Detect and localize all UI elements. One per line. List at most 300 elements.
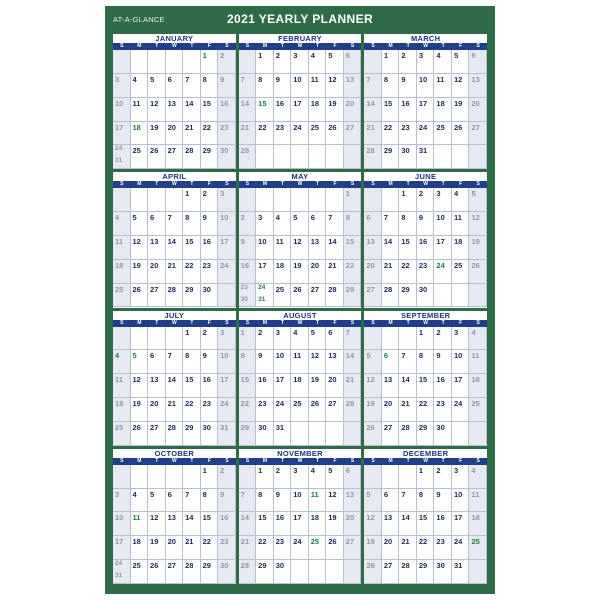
day-cell[interactable] [309,284,327,308]
day-cell[interactable] [201,350,219,374]
day-cell[interactable] [417,122,435,146]
day-cell[interactable] [166,74,184,98]
day-cell[interactable] [218,284,236,308]
day-cell[interactable] [469,145,487,169]
day-cell[interactable] [399,374,417,398]
day-cell[interactable] [218,560,236,584]
day-cell[interactable] [434,536,452,560]
day-cell[interactable] [417,284,435,308]
day-cell[interactable] [399,122,417,146]
day-cell[interactable] [256,422,274,446]
day-cell[interactable] [452,512,470,536]
day-cell[interactable] [417,74,435,98]
day-cell[interactable] [183,374,201,398]
day-cell[interactable] [131,422,149,446]
day-cell[interactable] [326,465,344,489]
day-cell[interactable] [326,350,344,374]
day-cell[interactable] [344,398,362,422]
day-cell[interactable] [364,236,382,260]
day-cell[interactable] [417,260,435,284]
day-cell[interactable] [201,398,219,422]
day-cell[interactable] [183,98,201,122]
day-cell[interactable] [399,74,417,98]
day-cell[interactable] [131,327,149,351]
day-cell[interactable] [239,536,257,560]
day-cell[interactable] [274,145,292,169]
day-cell[interactable] [326,536,344,560]
day-cell[interactable] [469,188,487,212]
day-cell[interactable] [382,74,400,98]
day-cell[interactable] [309,50,327,74]
day-cell[interactable] [399,327,417,351]
day-cell[interactable] [326,74,344,98]
day-cell[interactable] [131,284,149,308]
day-cell[interactable] [148,50,166,74]
day-cell[interactable] [113,145,131,169]
day-cell[interactable] [166,374,184,398]
day-cell[interactable] [274,374,292,398]
day-cell[interactable] [148,350,166,374]
day-cell[interactable] [183,212,201,236]
day-cell[interactable] [344,374,362,398]
day-cell[interactable] [382,489,400,513]
day-cell[interactable] [183,398,201,422]
day-cell[interactable] [131,398,149,422]
day-cell[interactable] [183,122,201,146]
day-cell[interactable] [183,145,201,169]
day-cell[interactable] [469,560,487,584]
day-cell[interactable] [148,122,166,146]
day-cell[interactable] [218,350,236,374]
day-cell[interactable] [434,122,452,146]
day-cell[interactable] [131,98,149,122]
day-cell[interactable] [417,236,435,260]
day-cell[interactable] [239,212,257,236]
day-cell[interactable] [382,284,400,308]
day-cell[interactable] [326,512,344,536]
day-cell[interactable] [218,512,236,536]
day-cell[interactable] [239,98,257,122]
day-cell[interactable] [239,50,257,74]
day-cell[interactable] [469,260,487,284]
day-cell[interactable] [326,212,344,236]
day-cell[interactable] [148,560,166,584]
day-cell[interactable] [113,74,131,98]
day-cell[interactable] [166,122,184,146]
day-cell[interactable] [399,98,417,122]
day-cell[interactable] [274,536,292,560]
day-cell[interactable] [326,260,344,284]
day-cell[interactable] [452,284,470,308]
day-cell[interactable] [399,145,417,169]
day-cell[interactable] [256,74,274,98]
day-cell[interactable] [364,489,382,513]
day-cell[interactable] [452,98,470,122]
day-cell[interactable] [274,236,292,260]
day-cell[interactable] [166,327,184,351]
day-cell[interactable] [326,489,344,513]
day-cell[interactable] [469,122,487,146]
day-cell[interactable] [382,422,400,446]
day-cell[interactable] [113,398,131,422]
day-cell[interactable] [309,560,327,584]
day-cell[interactable] [309,236,327,260]
day-cell[interactable] [452,489,470,513]
day-cell[interactable] [148,74,166,98]
day-cell[interactable] [291,398,309,422]
day-cell[interactable] [183,560,201,584]
day-cell[interactable] [344,465,362,489]
day-cell[interactable] [382,398,400,422]
day-cell[interactable] [183,260,201,284]
day-cell[interactable] [239,465,257,489]
day-cell[interactable] [382,350,400,374]
day-cell[interactable] [344,560,362,584]
day-cell[interactable] [274,350,292,374]
day-cell[interactable] [201,98,219,122]
day-cell[interactable] [452,50,470,74]
day-cell[interactable] [452,560,470,584]
day-cell[interactable] [166,398,184,422]
day-cell[interactable] [131,122,149,146]
day-cell[interactable] [113,374,131,398]
day-cell[interactable] [256,489,274,513]
day-cell[interactable] [131,560,149,584]
day-cell[interactable] [166,350,184,374]
day-cell[interactable] [113,98,131,122]
day-cell[interactable] [364,512,382,536]
day-cell[interactable] [434,560,452,584]
day-cell[interactable] [166,188,184,212]
day-cell[interactable] [201,327,219,351]
day-cell[interactable] [113,560,131,584]
day-cell[interactable] [148,145,166,169]
day-cell[interactable] [291,560,309,584]
day-cell[interactable] [382,560,400,584]
day-cell[interactable] [113,536,131,560]
day-cell[interactable] [291,465,309,489]
day-cell[interactable] [469,74,487,98]
day-cell[interactable] [399,212,417,236]
day-cell[interactable] [183,422,201,446]
day-cell[interactable] [399,465,417,489]
day-cell[interactable] [183,236,201,260]
day-cell[interactable] [417,145,435,169]
day-cell[interactable] [399,536,417,560]
day-cell[interactable] [382,122,400,146]
day-cell[interactable] [469,489,487,513]
day-cell[interactable] [291,374,309,398]
day-cell[interactable] [309,188,327,212]
day-cell[interactable] [417,350,435,374]
day-cell[interactable] [239,398,257,422]
day-cell[interactable] [344,212,362,236]
day-cell[interactable] [291,327,309,351]
day-cell[interactable] [309,212,327,236]
day-cell[interactable] [131,212,149,236]
day-cell[interactable] [452,374,470,398]
day-cell[interactable] [218,536,236,560]
day-cell[interactable] [131,50,149,74]
day-cell[interactable] [113,465,131,489]
day-cell[interactable] [309,512,327,536]
day-cell[interactable] [364,398,382,422]
day-cell[interactable] [344,188,362,212]
day-cell[interactable] [239,489,257,513]
day-cell[interactable] [291,284,309,308]
day-cell[interactable] [326,422,344,446]
day-cell[interactable] [256,236,274,260]
day-cell[interactable] [166,422,184,446]
day-cell[interactable] [344,489,362,513]
day-cell[interactable] [201,489,219,513]
day-cell[interactable] [309,74,327,98]
day-cell[interactable] [218,145,236,169]
day-cell[interactable] [382,512,400,536]
day-cell[interactable] [148,98,166,122]
day-cell[interactable] [148,212,166,236]
day-cell[interactable] [183,489,201,513]
day-cell[interactable] [218,236,236,260]
day-cell[interactable] [399,188,417,212]
day-cell[interactable] [274,560,292,584]
day-cell[interactable] [291,74,309,98]
day-cell[interactable] [218,465,236,489]
day-cell[interactable] [166,50,184,74]
day-cell[interactable] [166,145,184,169]
day-cell[interactable] [148,398,166,422]
day-cell[interactable] [256,284,274,308]
day-cell[interactable] [291,236,309,260]
day-cell[interactable] [434,236,452,260]
day-cell[interactable] [434,145,452,169]
day-cell[interactable] [344,145,362,169]
day-cell[interactable] [239,422,257,446]
day-cell[interactable] [399,50,417,74]
day-cell[interactable] [113,212,131,236]
day-cell[interactable] [326,122,344,146]
day-cell[interactable] [399,422,417,446]
day-cell[interactable] [364,50,382,74]
day-cell[interactable] [326,188,344,212]
day-cell[interactable] [364,560,382,584]
day-cell[interactable] [274,98,292,122]
day-cell[interactable] [309,398,327,422]
day-cell[interactable] [452,74,470,98]
day-cell[interactable] [291,512,309,536]
day-cell[interactable] [344,74,362,98]
day-cell[interactable] [309,98,327,122]
day-cell[interactable] [166,536,184,560]
day-cell[interactable] [344,536,362,560]
day-cell[interactable] [201,50,219,74]
day-cell[interactable] [218,122,236,146]
day-cell[interactable] [417,536,435,560]
day-cell[interactable] [113,327,131,351]
day-cell[interactable] [256,327,274,351]
day-cell[interactable] [131,145,149,169]
day-cell[interactable] [166,465,184,489]
day-cell[interactable] [256,374,274,398]
day-cell[interactable] [399,350,417,374]
day-cell[interactable] [326,236,344,260]
day-cell[interactable] [131,74,149,98]
day-cell[interactable] [274,422,292,446]
day-cell[interactable] [309,536,327,560]
day-cell[interactable] [201,536,219,560]
day-cell[interactable] [201,236,219,260]
day-cell[interactable] [326,284,344,308]
day-cell[interactable] [131,512,149,536]
day-cell[interactable] [239,512,257,536]
day-cell[interactable] [382,50,400,74]
day-cell[interactable] [417,374,435,398]
day-cell[interactable] [256,260,274,284]
day-cell[interactable] [309,145,327,169]
day-cell[interactable] [309,422,327,446]
day-cell[interactable] [166,260,184,284]
day-cell[interactable] [218,188,236,212]
day-cell[interactable] [148,284,166,308]
day-cell[interactable] [364,374,382,398]
day-cell[interactable] [399,284,417,308]
day-cell[interactable] [382,465,400,489]
day-cell[interactable] [382,188,400,212]
day-cell[interactable] [469,536,487,560]
day-cell[interactable] [148,188,166,212]
day-cell[interactable] [309,327,327,351]
day-cell[interactable] [469,212,487,236]
day-cell[interactable] [452,145,470,169]
day-cell[interactable] [434,327,452,351]
day-cell[interactable] [148,374,166,398]
day-cell[interactable] [326,98,344,122]
day-cell[interactable] [239,236,257,260]
day-cell[interactable] [256,398,274,422]
day-cell[interactable] [183,536,201,560]
day-cell[interactable] [399,560,417,584]
day-cell[interactable] [201,212,219,236]
day-cell[interactable] [417,212,435,236]
day-cell[interactable] [364,260,382,284]
day-cell[interactable] [434,422,452,446]
day-cell[interactable] [434,489,452,513]
day-cell[interactable] [183,50,201,74]
day-cell[interactable] [326,374,344,398]
day-cell[interactable] [274,74,292,98]
day-cell[interactable] [274,260,292,284]
day-cell[interactable] [218,74,236,98]
day-cell[interactable] [344,327,362,351]
day-cell[interactable] [469,98,487,122]
day-cell[interactable] [417,489,435,513]
day-cell[interactable] [148,236,166,260]
day-cell[interactable] [256,212,274,236]
day-cell[interactable] [201,122,219,146]
day-cell[interactable] [309,260,327,284]
day-cell[interactable] [399,398,417,422]
day-cell[interactable] [148,260,166,284]
day-cell[interactable] [166,212,184,236]
day-cell[interactable] [148,512,166,536]
day-cell[interactable] [183,284,201,308]
day-cell[interactable] [131,260,149,284]
day-cell[interactable] [113,122,131,146]
day-cell[interactable] [131,188,149,212]
day-cell[interactable] [256,98,274,122]
day-cell[interactable] [452,350,470,374]
day-cell[interactable] [452,260,470,284]
day-cell[interactable] [452,398,470,422]
day-cell[interactable] [364,74,382,98]
day-cell[interactable] [166,236,184,260]
day-cell[interactable] [469,398,487,422]
day-cell[interactable] [148,465,166,489]
day-cell[interactable] [166,560,184,584]
day-cell[interactable] [218,489,236,513]
day-cell[interactable] [399,236,417,260]
day-cell[interactable] [201,512,219,536]
day-cell[interactable] [417,398,435,422]
day-cell[interactable] [166,512,184,536]
day-cell[interactable] [309,489,327,513]
day-cell[interactable] [417,465,435,489]
day-cell[interactable] [434,512,452,536]
day-cell[interactable] [364,98,382,122]
day-cell[interactable] [434,350,452,374]
day-cell[interactable] [417,560,435,584]
day-cell[interactable] [274,284,292,308]
day-cell[interactable] [274,465,292,489]
day-cell[interactable] [469,512,487,536]
day-cell[interactable] [201,188,219,212]
day-cell[interactable] [131,350,149,374]
day-cell[interactable] [113,350,131,374]
day-cell[interactable] [326,327,344,351]
day-cell[interactable] [382,212,400,236]
day-cell[interactable] [326,398,344,422]
day-cell[interactable] [113,512,131,536]
day-cell[interactable] [382,236,400,260]
day-cell[interactable] [344,236,362,260]
day-cell[interactable] [201,560,219,584]
day-cell[interactable] [364,145,382,169]
day-cell[interactable] [326,560,344,584]
day-cell[interactable] [218,422,236,446]
day-cell[interactable] [469,284,487,308]
day-cell[interactable] [364,465,382,489]
day-cell[interactable] [399,260,417,284]
day-cell[interactable] [256,145,274,169]
day-cell[interactable] [452,465,470,489]
day-cell[interactable] [166,98,184,122]
day-cell[interactable] [452,212,470,236]
day-cell[interactable] [183,327,201,351]
day-cell[interactable] [239,122,257,146]
day-cell[interactable] [344,98,362,122]
day-cell[interactable] [364,536,382,560]
day-cell[interactable] [291,50,309,74]
day-cell[interactable] [148,422,166,446]
day-cell[interactable] [452,188,470,212]
day-cell[interactable] [382,260,400,284]
day-cell[interactable] [364,284,382,308]
day-cell[interactable] [417,512,435,536]
day-cell[interactable] [239,350,257,374]
day-cell[interactable] [434,260,452,284]
day-cell[interactable] [344,284,362,308]
day-cell[interactable] [434,284,452,308]
